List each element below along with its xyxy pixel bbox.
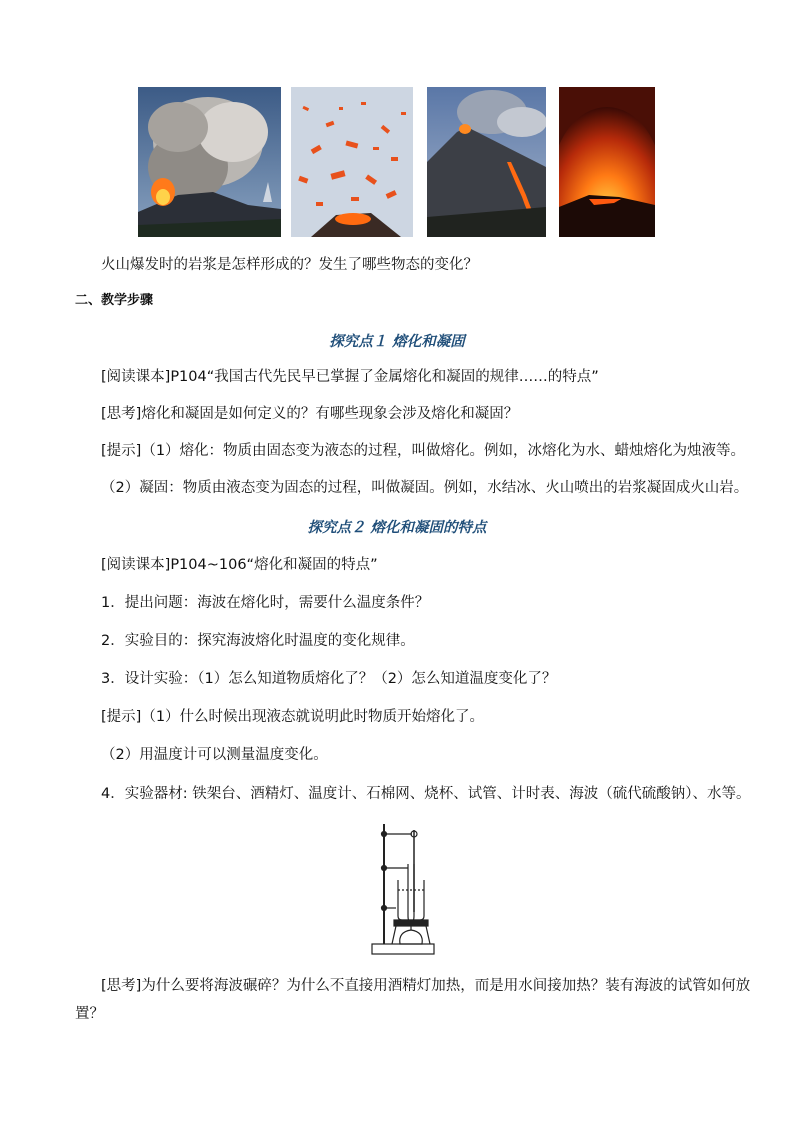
- point2-heading: 探究点２ 熔化和凝固的特点: [307, 519, 487, 536]
- point2-step4: 4．实验器材: 铁架台、酒精灯、温度计、石棉网、烧杯、试管、计时表、海波（硫代硫酸钠）、水等。: [101, 786, 751, 802]
- point1-hint2: （2）凝固：物质由液态变为固态的过程，叫做凝固。例如，水结冰、火山喷出的岩浆凝固成火山岩。: [101, 480, 749, 496]
- point2-step2: 2．实验目的：探究海波熔化时温度的变化规律。: [101, 633, 415, 649]
- point2-step1: 1．提出问题：海波在熔化时，需要什么温度条件？: [101, 595, 430, 611]
- point2-reading: [阅读课本]P104~106“熔化和凝固的特点”: [101, 557, 378, 573]
- volcano-lava-flow-photo: [427, 87, 546, 237]
- point2-step3: 3．设计实验：（1）怎么知道物质熔化了？（2）怎么知道温度变化了？: [101, 671, 557, 687]
- point1-hint1: [提示]（1）熔化：物质由固态变为液态的过程，叫做熔化。例如，冰熔化为水、蜡烛熔化为烛液等。: [101, 443, 746, 459]
- lava-spatter-photo: [291, 87, 413, 237]
- point1-reading: [阅读课本]P104“我国古代先民早已掌握了金属熔化和凝固的规律……的特点”: [101, 369, 599, 385]
- section-title: 二、教学步骤: [75, 293, 154, 308]
- intro-question: 火山爆发时的岩浆是怎样形成的？发生了哪些物态的变化？: [101, 257, 478, 273]
- volcano-ash-cloud-photo: [138, 87, 281, 237]
- volcano-eruption-night-photo: [559, 87, 655, 237]
- point1-think: [思考]熔化和凝固是如何定义的？有哪些现象会涉及熔化和凝固？: [101, 406, 519, 422]
- heating-apparatus-diagram: [368, 820, 440, 960]
- point2-hint1: [提示]（1）什么时候出现液态就说明此时物质开始熔化了。: [101, 709, 485, 725]
- point2-think-line2: 置？: [75, 1006, 104, 1022]
- point2-think-line1: [思考]为什么要将海波碾碎？为什么不直接用酒精灯加热，而是用水间接加热？装有海波的试管如何放: [101, 978, 751, 994]
- point2-hint2: （2）用温度计可以测量温度变化。: [101, 747, 328, 763]
- point1-heading: 探究点１ 熔化和凝固: [329, 333, 465, 350]
